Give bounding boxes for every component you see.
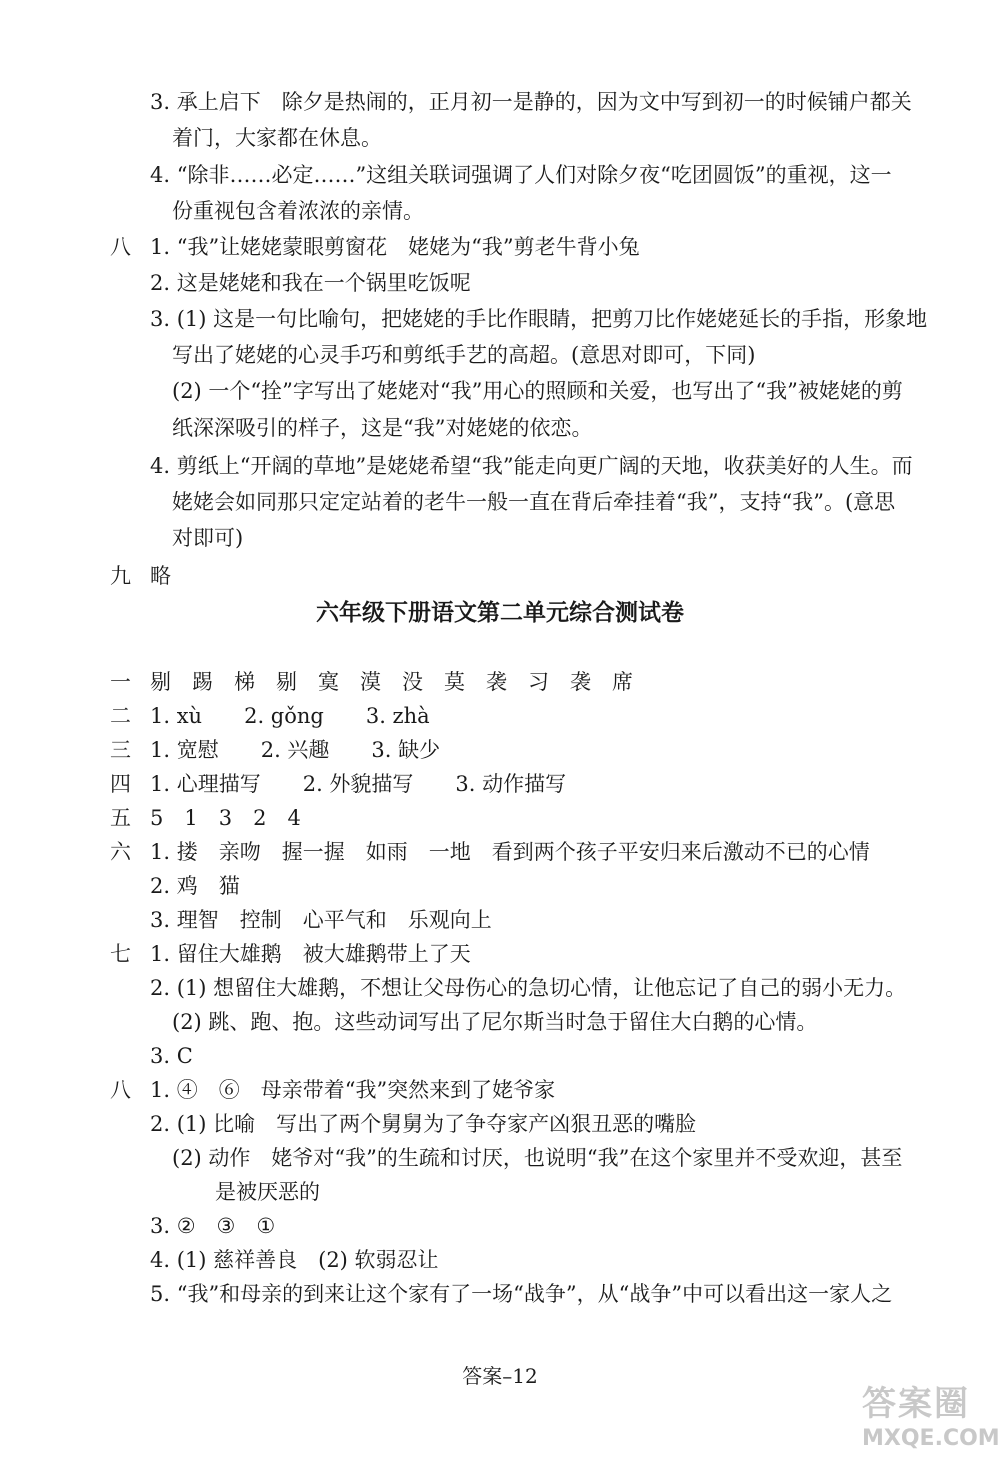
ba-item-3-line3: (2) 一个“拴”字写出了姥姥对“我”用心的照顾和关爱，也写出了“我”被姥姥的剪 — [172, 379, 903, 403]
section-title: 六年级下册语文第二单元综合测试卷 — [316, 600, 684, 626]
wu-text: 5 1 3 2 4 — [150, 806, 301, 830]
ba2-item-5: 5. “我”和母亲的到来让这个家有了一场“战争”，从“战争”中可以看出这一家人之 — [150, 1282, 893, 1306]
section-liu-number: 六 — [110, 840, 131, 864]
section-wu-number: 五 — [110, 806, 131, 830]
section-si-number: 四 — [110, 772, 131, 796]
qi-item-2-line2: (2) 跳、跑、抱。这些动词写出了尼尔斯当时急于留住大白鹅的心情。 — [172, 1010, 818, 1034]
q3-line1: 3. 承上启下 除夕是热闹的，正月初一是静的，因为文中写到初一的时候铺户都关 — [150, 90, 912, 114]
qi-item-1: 1. 留住大雄鹅 被大雄鹅带上了天 — [150, 942, 471, 966]
page-number: 答案–12 — [462, 1364, 538, 1388]
ba-item-3-line2: 写出了姥姥的心灵手巧和剪纸手艺的高超。(意思对即可，下同) — [172, 343, 756, 367]
qi-item-2-line1: 2. (1) 想留住大雄鹅，不想让父母伤心的急切心情，让他忘记了自己的弱小无力。 — [150, 976, 907, 1000]
ba-item-4-line3: 对即可) — [172, 526, 244, 550]
section-er-number: 二 — [110, 704, 131, 728]
section-qi-number: 七 — [110, 942, 131, 966]
section-san-number: 三 — [110, 738, 131, 762]
liu-item-3: 3. 理智 控制 心平气和 乐观向上 — [150, 908, 492, 932]
ba2-item-2-line2: (2) 动作 姥爷对“我”的生疏和讨厌，也说明“我”在这个家里并不受欢迎，甚至 — [172, 1146, 903, 1170]
ba-item-4-line1: 4. 剪纸上“开阔的草地”是姥姥希望“我”能走向更广阔的天地，收获美好的人生。而 — [150, 454, 913, 478]
section-jiu-number: 九 — [110, 564, 131, 588]
ba2-item-2-line1: 2. (1) 比喻 写出了两个舅舅为了争夺家产凶狠丑恶的嘴脸 — [150, 1112, 697, 1136]
q4-line2: 份重视包含着浓浓的亲情。 — [172, 199, 424, 223]
jiu-text: 略 — [150, 564, 171, 588]
ba2-item-1: 1. ④ ⑥ 母亲带着“我”突然来到了姥爷家 — [150, 1078, 556, 1102]
yi-text: 剔 踢 梯 剔 寞 漠 没 莫 袭 习 袭 席 — [150, 670, 633, 694]
si-text: 1. 心理描写 2. 外貌描写 3. 动作描写 — [150, 772, 567, 796]
ba2-item-2-line3: 是被厌恶的 — [215, 1180, 320, 1204]
section-yi-number: 一 — [110, 670, 131, 694]
q4-line1: 4. “除非……必定……”这组关联词强调了人们对除夕夜“吃团圆饭”的重视，这一 — [150, 163, 892, 187]
q3-line2: 着门，大家都在休息。 — [172, 126, 382, 150]
watermark-site: MXQE.COM — [862, 1426, 1000, 1451]
ba-item-1: 1. “我”让姥姥蒙眼剪窗花 姥姥为“我”剪老牛背小兔 — [150, 235, 640, 259]
ba2-item-3: 3. ② ③ ① — [150, 1214, 276, 1238]
ba-item-4-line2: 姥姥会如同那只定定站着的老牛一般一直在背后牵挂着“我”，支持“我”。(意思 — [172, 490, 896, 514]
section-ba-number: 八 — [110, 235, 131, 259]
ba-item-3-line1: 3. (1) 这是一句比喻句，把姥姥的手比作眼睛，把剪刀比作姥姥延长的手指，形象地 — [150, 307, 928, 331]
ba-item-3-line4: 纸深深吸引的样子，这是“我”对姥姥的依恋。 — [172, 416, 593, 440]
ba2-item-4: 4. (1) 慈祥善良 (2) 软弱忍让 — [150, 1248, 439, 1272]
liu-item-1: 1. 搂 亲吻 握一握 如雨 一地 看到两个孩子平安归来后激动不已的心情 — [150, 840, 870, 864]
watermark-logo: 答案圈 — [862, 1384, 970, 1424]
er-text: 1. xù 2. gǒng 3. zhà — [150, 704, 430, 728]
section-ba2-number: 八 — [110, 1078, 131, 1102]
qi-item-3: 3. C — [150, 1044, 193, 1068]
liu-item-2: 2. 鸡 猫 — [150, 874, 240, 898]
san-text: 1. 宽慰 2. 兴趣 3. 缺少 — [150, 738, 441, 762]
ba-item-2: 2. 这是姥姥和我在一个锅里吃饭呢 — [150, 271, 471, 295]
